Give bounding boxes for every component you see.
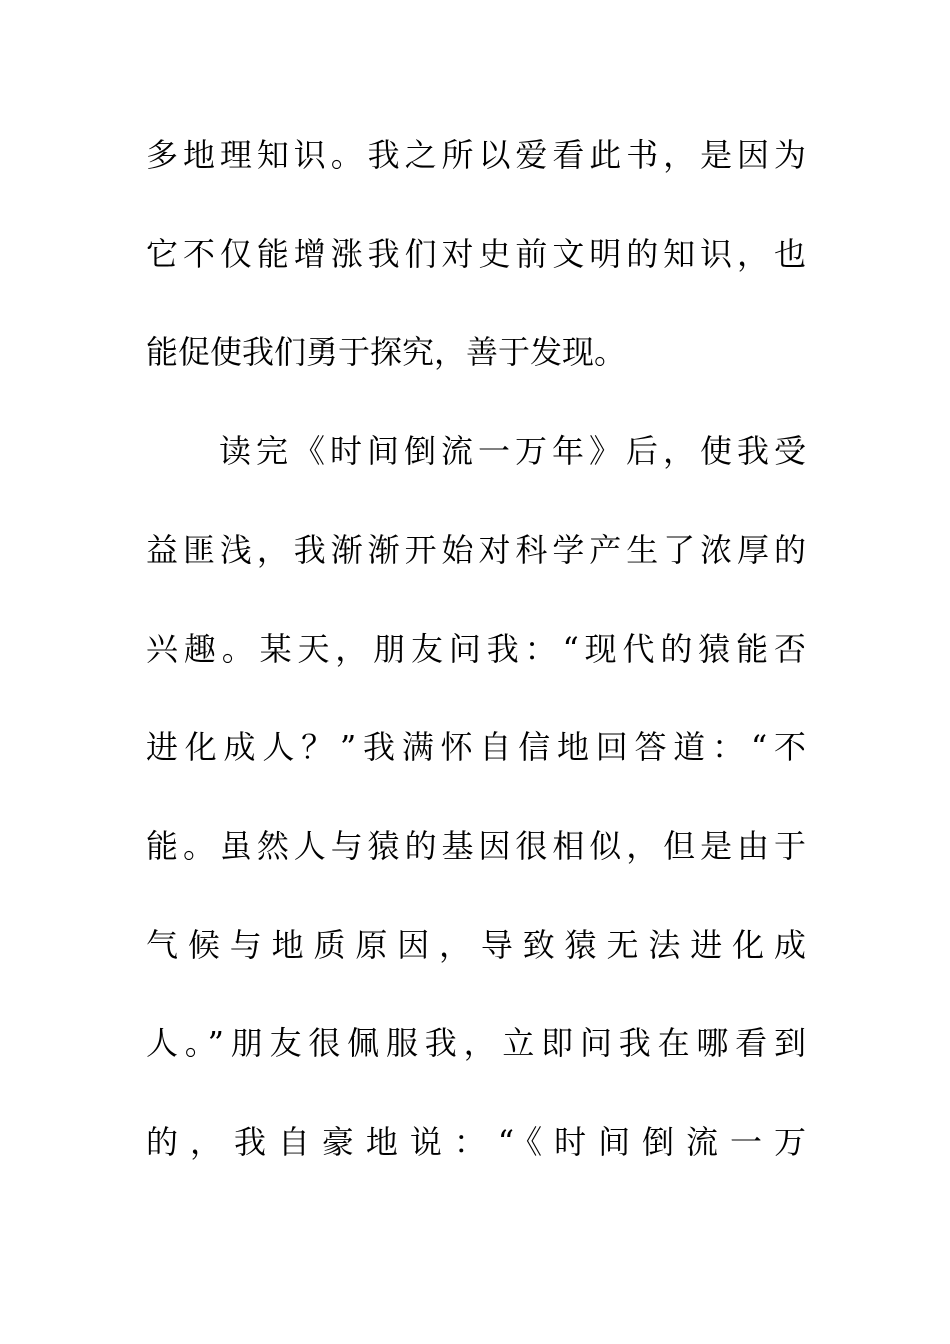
text-line-3: 能促使我们勇于探究，善于发现。 [146, 333, 627, 371]
text-line-8: 能。虽然人与猿的基因很相似，但是由于 [146, 827, 806, 865]
text-line-5: 益匪浅，我渐渐开始对科学产生了浓厚的 [146, 531, 806, 569]
text-line-6: 兴趣。某天，朋友问我：“现代的猿能否 [146, 630, 806, 668]
text-line-4: 读完《时间倒流一万年》后，使我受 [219, 432, 806, 470]
text-line-1: 多地理知识。我之所以爱看此书，是因为 [146, 136, 806, 174]
text-line-9: 气候与地质原因，导致猿无法进化成 [146, 926, 806, 964]
text-line-7: 进化成人？”我满怀自信地回答道：“不 [146, 728, 806, 766]
text-line-10: 人。”朋友很佩服我，立即问我在哪看到 [146, 1024, 806, 1062]
text-line-11: 的，我自豪地说：“《时间倒流一万 [146, 1123, 806, 1161]
text-line-2: 它不仅能增涨我们对史前文明的知识，也 [146, 235, 806, 273]
